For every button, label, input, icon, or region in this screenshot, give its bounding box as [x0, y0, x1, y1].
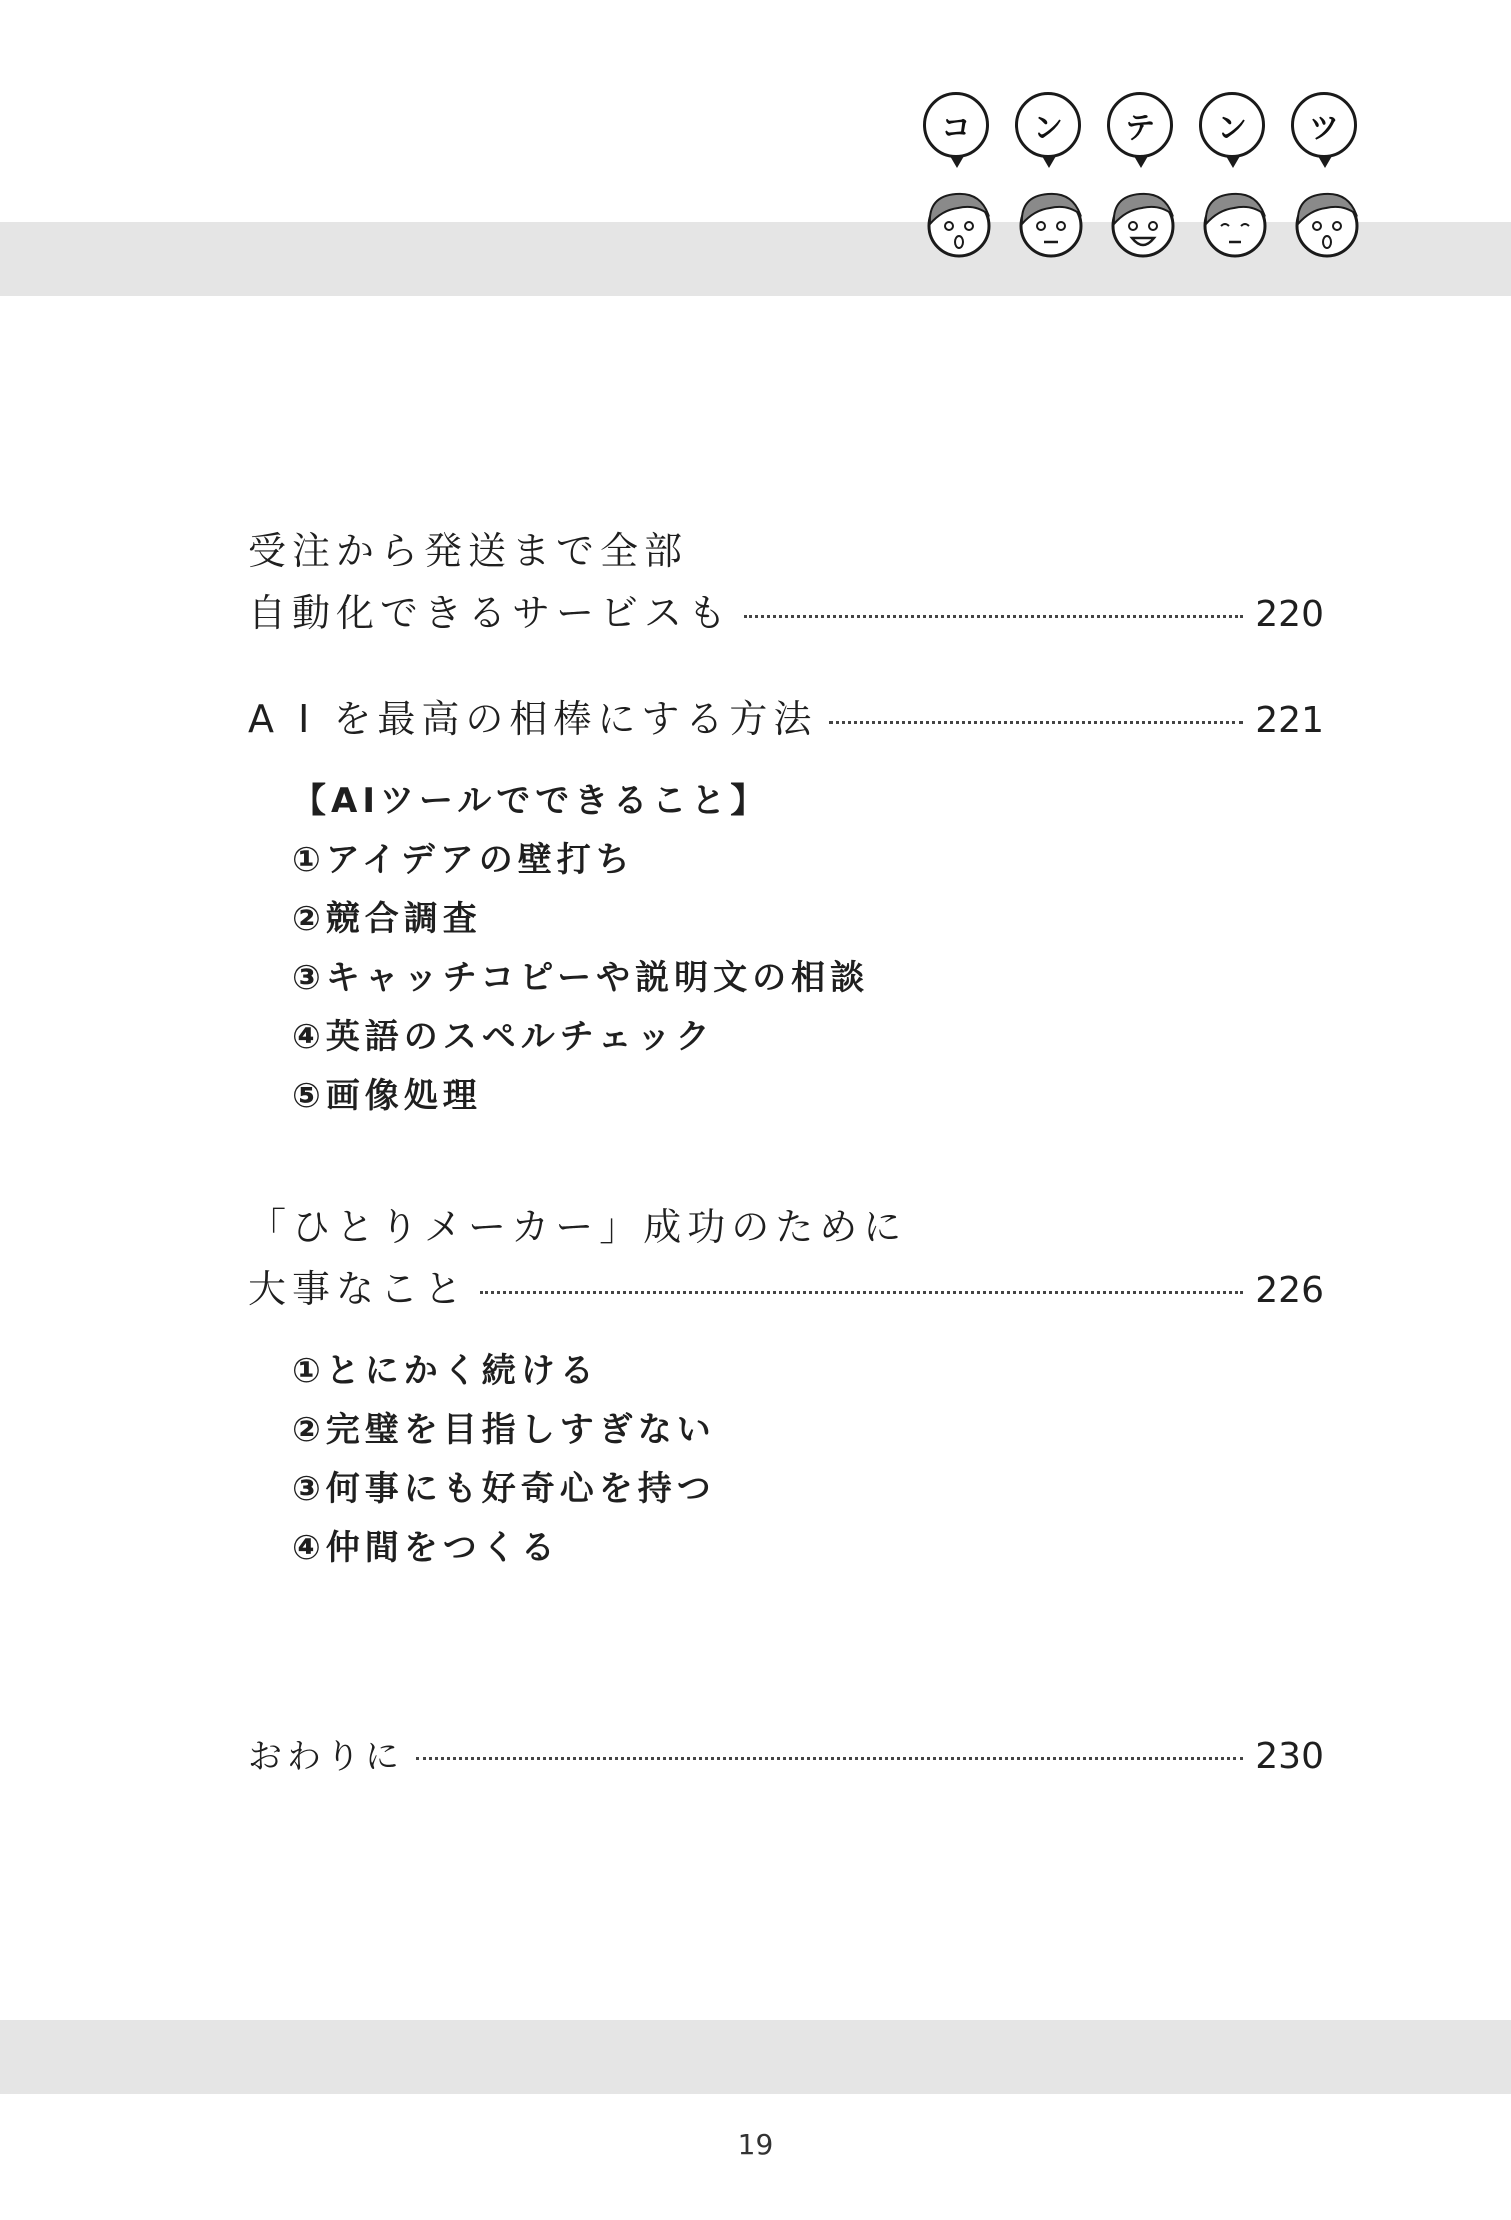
toc-subsection-item: ⑤画像処理: [292, 1076, 482, 1116]
surprised-face-icon: [920, 182, 998, 262]
toc-entry-title-text: 自動化できるサービスも: [248, 591, 733, 635]
character-4: [1196, 82, 1274, 272]
toc-subsection-item: ②完璧を目指しすぎない: [292, 1410, 716, 1450]
toc-subsection-item: ④仲間をつくる: [292, 1528, 560, 1568]
speech-bubble: ン: [1199, 92, 1265, 158]
toc-entry-title-line2: [248, 1258, 1324, 1322]
footer-band: [0, 2020, 1511, 2094]
toc-entry-title-line1: 「ひとりメーカー」成功のために: [248, 1205, 908, 1249]
speech-bubble: ツ: [1291, 92, 1357, 158]
toc-entry-title-line1: 受注から発送まで全部: [248, 529, 689, 573]
toc-entry-title-text: 大事なこと: [248, 1267, 469, 1311]
calm-face-icon: [1196, 182, 1274, 262]
toc-entry-title-text: おわりに: [248, 1737, 404, 1777]
toc-entry[interactable]: [248, 1196, 1324, 1578]
toc-subsection-item: ④英語のスペルチェック: [292, 1017, 715, 1057]
header-characters: [920, 82, 1380, 272]
toc-subsection-list: [292, 772, 1324, 1126]
character-1: [920, 82, 998, 272]
toc-subsection-list: [292, 1342, 1324, 1578]
page-number: 19: [737, 2128, 774, 2161]
toc-entry-title-text: A I を最高の相棒にする方法: [248, 697, 818, 741]
toc-subsection-item: ①アイデアの壁打ち: [292, 840, 635, 880]
toc-entry-title: [248, 688, 1324, 752]
speech-bubble: コ: [923, 92, 989, 158]
toc-entry-title-line2: [248, 582, 1324, 646]
dot-leader: [829, 721, 1243, 724]
toc-entry[interactable]: [248, 1726, 1324, 1788]
toc-entry[interactable]: [248, 520, 1324, 646]
toc-subsection-heading: 【AIツールでできること】: [292, 781, 770, 821]
toc-page-number: 226: [1255, 1270, 1324, 1311]
toc-subsection-item: ③何事にも好奇心を持つ: [292, 1469, 716, 1509]
toc-subsection-item: ②競合調査: [292, 899, 482, 939]
toc-subsection-item: ③キャッチコピーや説明文の相談: [292, 958, 870, 998]
toc-page-number: 230: [1255, 1736, 1324, 1777]
dot-leader: [744, 615, 1243, 618]
dot-leader: [416, 1757, 1243, 1760]
smiling-face-icon: [1104, 182, 1182, 262]
toc-entry[interactable]: [248, 688, 1324, 1126]
toc-page-number: 220: [1255, 594, 1324, 635]
neutral-face-icon: [1012, 182, 1090, 262]
dot-leader: [480, 1291, 1243, 1294]
toc-entry-title: [248, 1726, 1324, 1788]
surprised-face-icon: [1288, 182, 1366, 262]
character-2: [1012, 82, 1090, 272]
speech-bubble: ン: [1015, 92, 1081, 158]
character-5: [1288, 82, 1366, 272]
speech-bubble: テ: [1107, 92, 1173, 158]
toc-subsection-item: ①とにかく続ける: [292, 1351, 599, 1391]
toc-page-number: 221: [1255, 700, 1324, 741]
character-3: [1104, 82, 1182, 272]
